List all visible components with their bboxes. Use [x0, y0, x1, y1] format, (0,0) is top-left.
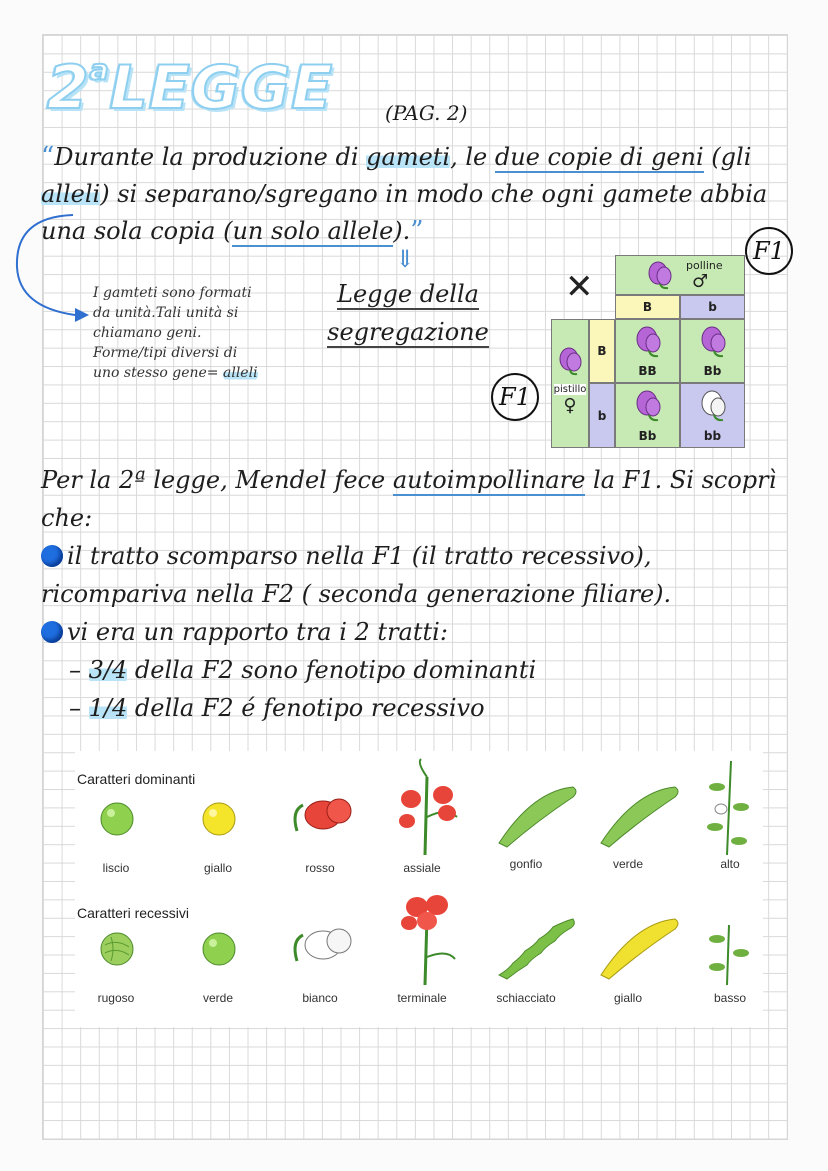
- trait-label: giallo: [203, 861, 233, 875]
- trait-label: assiale: [403, 861, 441, 875]
- red-flower-icon: [287, 791, 357, 841]
- wrinkled-pea-icon: [97, 929, 137, 969]
- col-allele-b: b: [680, 295, 745, 319]
- purple-flower-icon: [646, 260, 674, 290]
- f1-circle-right: F1: [745, 227, 793, 275]
- trait-label: alto: [720, 857, 740, 871]
- pistillo-header: [551, 319, 589, 448]
- tall-plant-icon: [697, 757, 757, 857]
- bullet-icon: [41, 545, 63, 567]
- trait-label: bianco: [302, 991, 338, 1005]
- yellow-pea-icon: [199, 799, 239, 839]
- pistillo-label: pistillo: [553, 383, 587, 395]
- trait-label: schiacciato: [496, 991, 556, 1005]
- axial-flower-plant-icon: [387, 757, 467, 857]
- inflated-pod-icon: [493, 781, 583, 851]
- short-plant-icon: [697, 919, 757, 989]
- trait-label: terminale: [397, 991, 447, 1005]
- law-name: Legge della segregazione: [327, 280, 489, 346]
- bullet-icon: [41, 621, 63, 643]
- male-symbol-icon: ♂: [692, 271, 709, 292]
- col-allele-B: B: [615, 295, 680, 319]
- white-flower-icon: [287, 921, 357, 971]
- constricted-pod-icon: [493, 913, 583, 983]
- female-symbol-icon: ♀: [563, 394, 577, 416]
- second-law-text: Per la 2ª legge, Mendel fece autoimpollinare la F1. Si scoprì che: il tratto scomparso nella F1 (il tratto recessivo), ricompariva nella F2 ( seconda generazione filiare). vi era un rapporto tra i 2 tratti: – 3/4 della F2 sono fenotipo dominanti – 1/4 della F2 é fenotipo recessivo: [41, 466, 777, 722]
- smooth-pea-icon: [97, 799, 137, 839]
- punnett-cell-Bb-top: Bb: [680, 319, 745, 383]
- purple-flower-icon: [557, 346, 583, 376]
- recessive-title: Caratteri recessivi: [77, 905, 190, 921]
- cross-icon: ✕: [565, 267, 594, 307]
- row-allele-b: b: [589, 383, 615, 448]
- dominant-title: Caratteri dominanti: [77, 771, 196, 787]
- purple-flower-icon: [699, 326, 729, 358]
- punnett-square: [551, 255, 745, 448]
- page-title: 2$^a$LEGGE: [47, 53, 334, 123]
- trait-label: rosso: [305, 861, 335, 875]
- curved-arrow-icon: [13, 207, 93, 327]
- purple-flower-icon: [634, 390, 664, 422]
- side-note: I gamteti sono formati da unità.Tali unità si chiamano geni. Forme/tipi diversi di uno stesso gene= alleli: [93, 285, 258, 381]
- green-pod-icon: [595, 781, 685, 851]
- f1-circle-left: F1: [491, 373, 539, 421]
- trait-label: verde: [202, 991, 234, 1005]
- green-pea-icon: [199, 929, 239, 969]
- white-flower-icon: [699, 390, 729, 422]
- purple-flower-icon: [634, 326, 664, 358]
- trait-label: giallo: [613, 991, 643, 1005]
- row-allele-B: B: [589, 319, 615, 383]
- polline-label: polline: [686, 259, 723, 272]
- yellow-pod-icon: [595, 913, 685, 983]
- trait-label: verde: [612, 857, 644, 871]
- trait-label: liscio: [102, 861, 130, 875]
- terminal-flower-plant-icon: [387, 887, 467, 987]
- trait-label: rugoso: [97, 991, 135, 1005]
- trait-label: basso: [713, 991, 747, 1005]
- traits-illustration: [75, 751, 763, 1027]
- punnett-cell-bb: bb: [680, 383, 745, 448]
- punnett-cell-Bb-bottom: Bb: [615, 383, 680, 448]
- notebook-page: [42, 34, 788, 1140]
- polline-header: [615, 255, 745, 295]
- law-definition: “Durante la produzione di gameti, le due copie di geni (gli alleli) si separano/sgregano in modo che ogni gamete abbia una sola copia (un solo allele).”: [41, 142, 768, 246]
- double-arrow-icon: ⇓: [395, 245, 416, 273]
- punnett-cell-BB: BB: [615, 319, 680, 383]
- trait-label: gonfio: [509, 857, 543, 871]
- page-reference: (PAG. 2): [385, 101, 468, 125]
